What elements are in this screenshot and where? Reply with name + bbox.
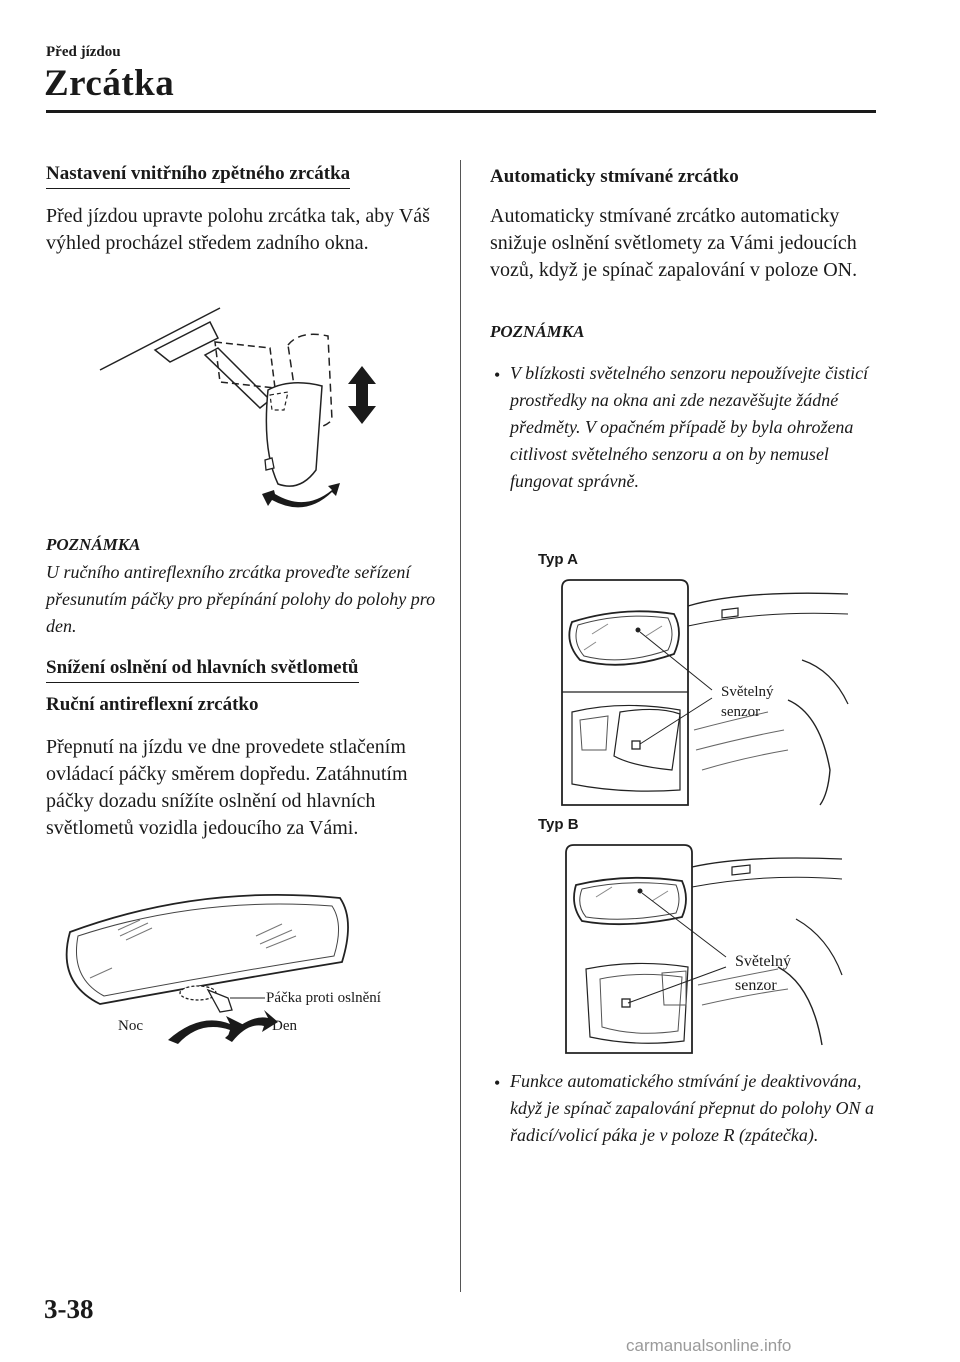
note-2-title: POZNÁMKA	[490, 322, 585, 341]
manual-antiglare-mirror-illustration	[60, 890, 360, 1050]
left-heading-1: Nastavení vnitřního zpětného zrcátka	[46, 163, 446, 185]
left-subheading: Ruční antireflexní zrcátko	[46, 694, 259, 715]
section-label: Před jízdou	[46, 44, 121, 60]
type-a-sensor-label: Světelný senzor	[721, 684, 774, 720]
type-b-illustration	[566, 845, 846, 1055]
type-b-sensor-label: Světelný senzor	[735, 953, 791, 994]
day-label: Den	[272, 1018, 297, 1034]
bullet-2-dot: •	[494, 1073, 501, 1093]
bullet-1-dot: •	[494, 365, 501, 385]
watermark: carmanualsonline.info	[626, 1336, 792, 1355]
lever-label: Páčka proti oslnění	[266, 990, 381, 1006]
night-label: Noc	[118, 1018, 143, 1034]
left-paragraph-2: Přepnutí na jízdu ve dne provedete stlačením ovládací páčky směrem dopředu. Zatáhnutím páčky dozadu snížíte oslnění od hlavních světlometů vozidla jedoucího za Vámi.	[46, 736, 408, 839]
right-heading: Automaticky stmívané zrcátko	[490, 166, 739, 187]
type-a-label: Typ A	[538, 551, 578, 568]
mirror-adjust-illustration	[100, 300, 400, 520]
page-number: 3-38	[44, 1294, 94, 1324]
header-rule	[46, 110, 876, 113]
type-a-illustration	[562, 580, 852, 810]
column-divider	[460, 160, 461, 1292]
left-heading-2: Snížení oslnění od hlavních světlometů	[46, 657, 446, 679]
note-1-text: U ručního antireflexního zrcátka proveďte seřízení přesunutím páčky pro přepínání polohy do polohy pro den.	[46, 562, 436, 636]
bullet-1-text: V blízkosti světelného senzoru nepoužívejte čisticí prostředky na okna ani zde nezavěšujte žádné předměty. V opačném případě by byla ohrožena citlivost světelného senzoru a on by nemusel fungovat správně.	[510, 363, 869, 491]
type-b-label: Typ B	[538, 816, 579, 833]
note-1-title: POZNÁMKA	[46, 535, 141, 554]
bullet-2-text: Funkce automatického stmívání je deaktivována, když je spínač zapalování přepnut do polohy ON a řadicí/volicí páka je v poloze R (zpátečka).	[510, 1071, 874, 1145]
left-paragraph-1: Před jízdou upravte polohu zrcátka tak, aby Váš výhled procházel středem zadního okna.	[46, 205, 430, 254]
right-paragraph: Automaticky stmívané zrcátko automaticky snižuje oslnění světlomety za Vámi jedoucích vozů, když je spínač zapalování v poloze ON.	[490, 205, 858, 281]
page-title: Zrcátka	[44, 63, 175, 104]
